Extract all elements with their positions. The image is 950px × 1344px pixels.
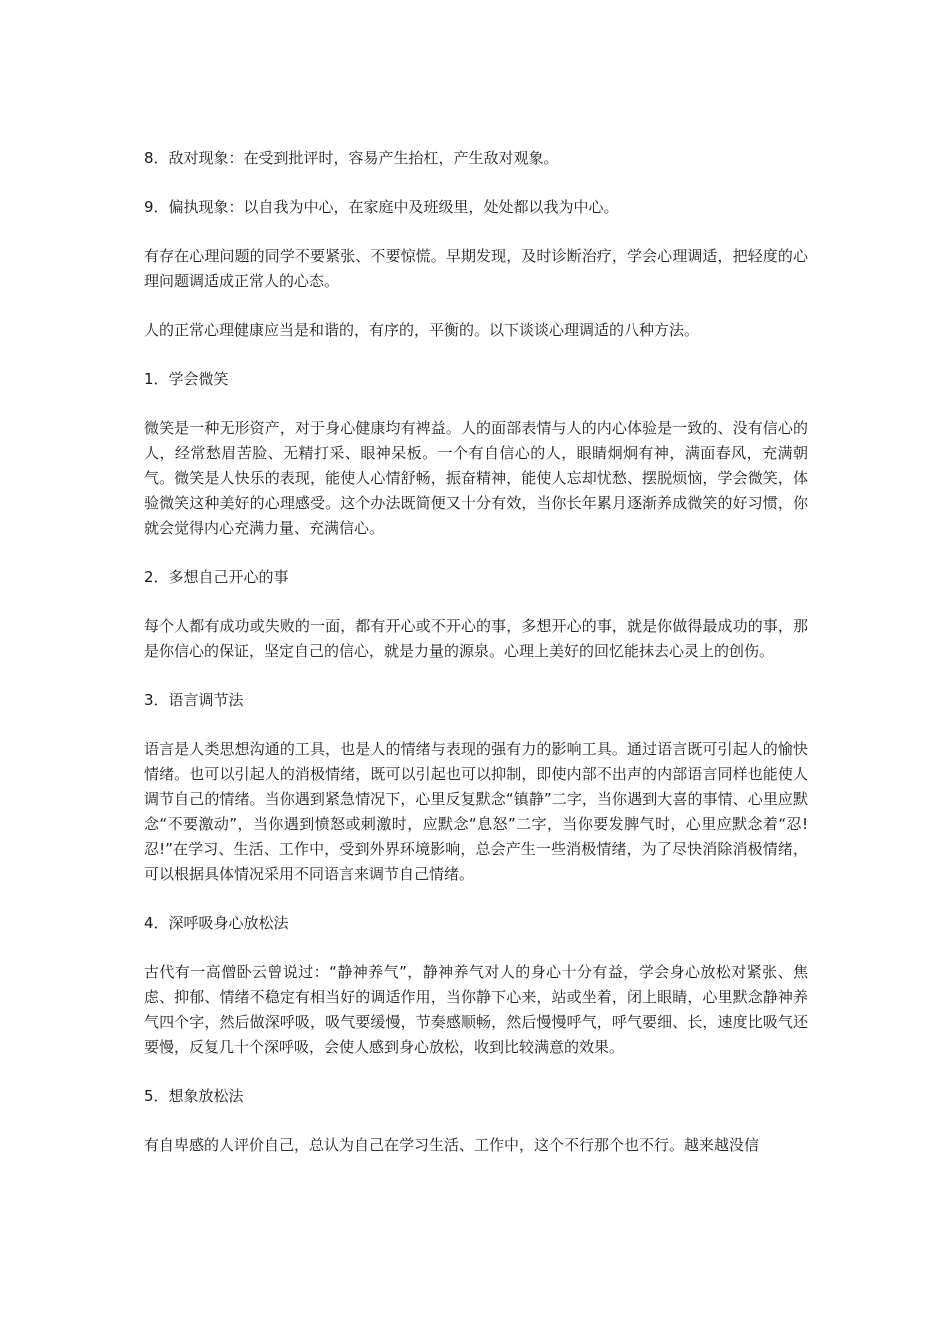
list-item-hostility: 8．敌对现象：在受到批评时，容易产生抬杠，产生敌对观象。 bbox=[144, 149, 559, 167]
body-paragraph-intro-methods: 人的正常心理健康应当是和谐的，有序的，平衡的。以下谈谈心理调适的八种方法。 bbox=[144, 321, 700, 339]
list-item-paranoia: 9．偏执现象：以自我为中心，在家庭中及班级里，处处都以我为中心。 bbox=[144, 198, 619, 216]
body-paragraph-imagination: 有自卑感的人评价自己，总认为自己在学习生活、工作中，这个不行那个也不行。越来越没信 bbox=[144, 1136, 760, 1154]
body-paragraph-language: 语言是人类思想沟通的工具，也是人的情绪与表现的强有力的影响工具。通过语言既可引起人的愉快情绪。也可以引起人的消极情绪，既可以引起也可以抑制，即使内部不出声的内部语言同样也能使人调节自己的情绪。当你遇到紧急情况下，心里反复默念“镇静”二字，当你遇到大喜的事情、心里应默念“不要激动”，当你遇到愤怒或刺激时，应默念“息怒”二字，当你要发脾气时，心里应默念着“忍!忍!”在学习、生活、工作中，受到外界环境影响，总会产生一些消极情绪，为了尽快消除消极情绪，可以根据具体情况采用不同语言来调节自己情绪。 bbox=[144, 740, 808, 883]
section-heading-breathing: 4．深呼吸身心放松法 bbox=[144, 914, 289, 932]
section-heading-happy-things: 2．多想自己开心的事 bbox=[144, 568, 289, 586]
body-paragraph-breathing: 古代有一高僧卧云曾说过：“静神养气”，静神养气对人的身心十分有益，学会身心放松对紧张、焦虑、抑郁、情绪不稳定有相当好的调适作用，当你静下心来，站或坐着，闭上眼睛，心里默念静神养气四个字，然后做深呼吸，吸气要缓慢，节奏感顺畅，然后慢慢呼气，呼气要细、长，速度比吸气还要慢，反复几十个深呼吸，会使人感到身心放松，收到比较满意的效果。 bbox=[144, 963, 808, 1056]
section-heading-language: 3．语言调节法 bbox=[144, 691, 244, 709]
section-heading-imagination: 5．想象放松法 bbox=[144, 1087, 244, 1105]
body-paragraph-smile: 微笑是一种无形资产，对于身心健康均有裨益。人的面部表情与人的内心体验是一致的、没有信心的人，经常愁眉苦脸、无精打采、眼神呆板。一个有自信心的人，眼睛炯炯有神，满面春风，充满朝气。微笑是人快乐的表现，能使人心情舒畅，振奋精神，能使人忘却忧愁、摆脱烦恼，学会微笑，体验微笑这种美好的心理感受。这个办法既简便又十分有效，当你长年累月逐渐养成微笑的好习惯，你就会觉得内心充满力量、充满信心。 bbox=[144, 419, 808, 537]
body-paragraph-happy-things: 每个人都有成功或失败的一面，都有开心或不开心的事，多想开心的事，就是你做得最成功的事，那是你信心的保证，坚定自己的信心，就是力量的源泉。心理上美好的回忆能抹去心灵上的创伤。 bbox=[144, 617, 808, 660]
body-paragraph-advice: 有存在心理问题的同学不要紧张、不要惊慌。早期发现，及时诊断治疗，学会心理调适，把轻度的心理问题调适成正常人的心态。 bbox=[144, 247, 808, 290]
document-page bbox=[144, 146, 808, 1182]
section-heading-smile: 1．学会微笑 bbox=[144, 370, 229, 388]
